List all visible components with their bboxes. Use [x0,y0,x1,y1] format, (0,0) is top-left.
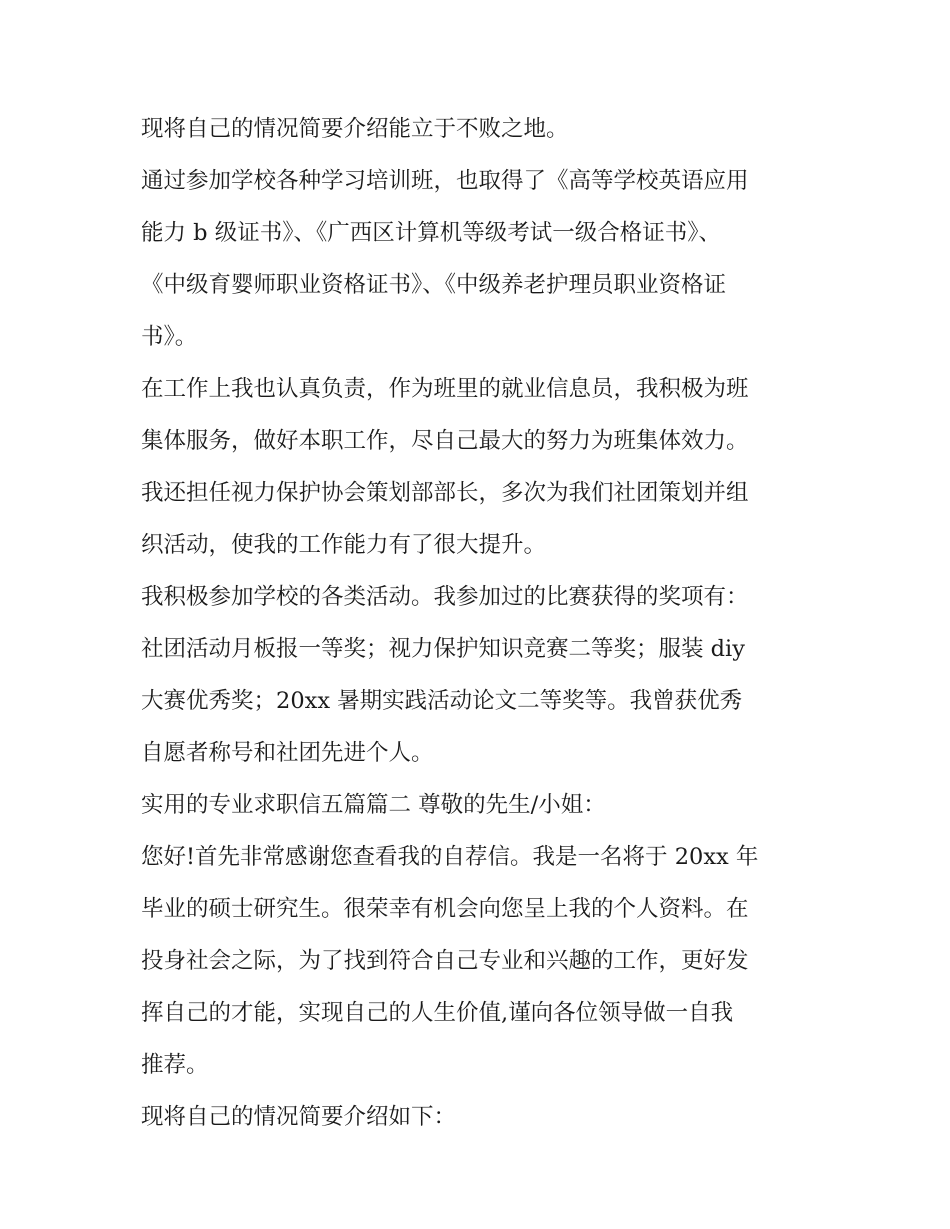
document-body [141,107,813,1147]
text-line: 投身社会之际，为了找到符合自己专业和兴趣的工作，更好发 [141,948,749,974]
text-line: 毕业的硕士研究生。很荣幸有机会向您呈上我的个人资料。在 [141,896,749,922]
text-line: 挥自己的才能，实现自己的人生价值,谨向各位领导做一自我 [141,1000,734,1026]
text-line: 能力 b 级证书》、《广西区计算机等级考试一级合格证书》、 [141,220,721,246]
text-line: 推荐。 [141,1052,209,1078]
text-line: 自愿者称号和社团先进个人。 [141,740,434,766]
text-line: 您好!首先非常感谢您查看我的自荐信。我是一名将于 20xx 年 [141,844,759,870]
text-line: 书》。 [141,324,198,350]
text-line: 大赛优秀奖；20xx 暑期实践活动论文二等奖等。我曾获优秀 [141,688,743,714]
text-line: 实用的专业求职信五篇篇二 尊敬的先生/小姐： [141,792,606,818]
text-line: 集体服务，做好本职工作，尽自己最大的努力为班集体效力。 [141,428,749,454]
text-line: 现将自己的情况简要介绍如下： [141,1104,457,1130]
text-line: 我积极参加学校的各类活动。我参加过的比赛获得的奖项有： [141,584,749,610]
text-line: 现将自己的情况简要介绍能立于不败之地。 [141,116,569,142]
text-line: 我还担任视力保护协会策划部部长，多次为我们社团策划并组 [141,480,749,506]
text-line: 《中级育婴师职业资格证书》、《中级养老护理员职业资格证 [141,272,727,298]
text-line: 通过参加学校各种学习培训班，也取得了《高等学校英语应用 [141,168,749,194]
text-line: 社团活动月板报一等奖；视力保护知识竞赛二等奖；服装 diy [141,636,745,662]
text-line: 织活动，使我的工作能力有了很大提升。 [141,532,547,558]
text-line: 在工作上我也认真负责，作为班里的就业信息员，我积极为班 [141,376,749,402]
